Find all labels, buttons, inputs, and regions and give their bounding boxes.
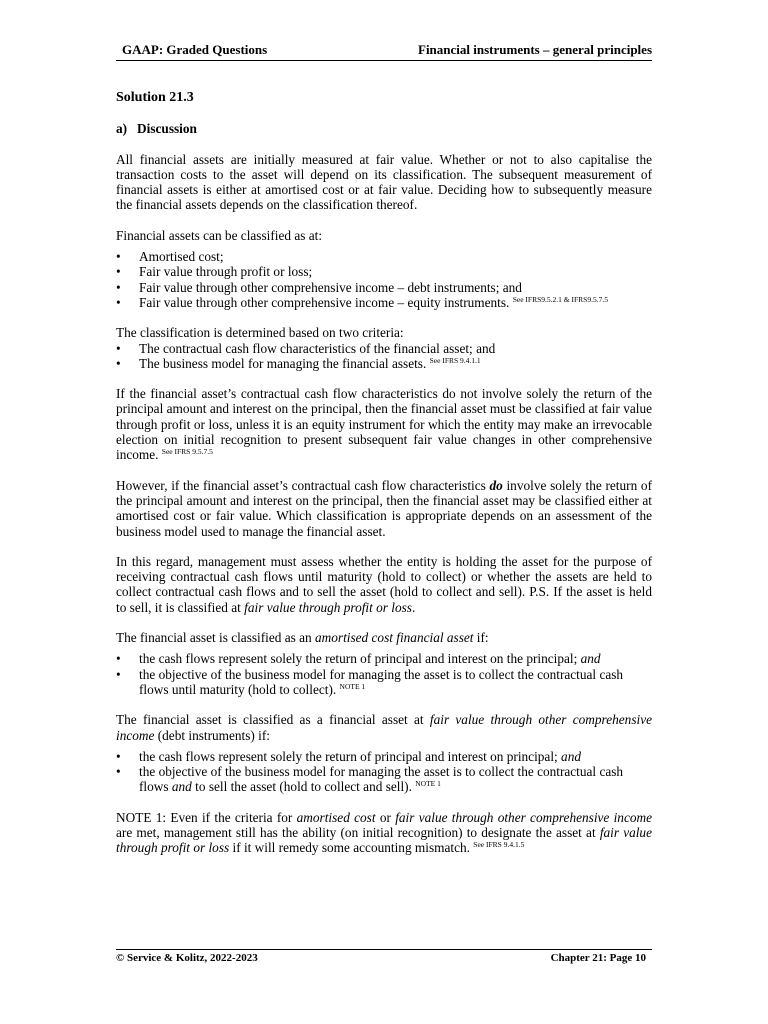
paragraph-fvtpl: If the financial asset’s contractual cash flow characteristics do not involve solely the return of the principal amount and interest on the principal, then the financial asset must be classified at fair value through profit or loss, unless it is an equity instrument for which the entity may make an irrevocable election on initial recognition to present subsequent fair value changes in other comprehensive income. $^{See IFRS 9.5.7.5}$ bbox=[116, 386, 652, 463]
reference-note: See IFRS 9.4.1.5 bbox=[473, 840, 525, 850]
footer-page-number: Chapter 21: Page 10 bbox=[550, 952, 646, 964]
list-item: • The business model for managing the financial assets. $^{See IFRS 9.4.1.1}$ bbox=[116, 355, 481, 371]
paragraph-criteria-intro: The classification is determined based on two criteria: bbox=[116, 325, 404, 341]
list-item: • Fair value through other comprehensive income – debt instruments; and bbox=[116, 279, 522, 295]
reference-note: See IFRS 9.4.1.1 bbox=[429, 355, 481, 365]
paragraph-note-1: NOTE 1: Even if the criteria for amortised cost or fair value through other comprehensive income are met, management still has the ability (on initial recognition) to designate the asset at fair value through profit or loss if it will remedy some accounting mismatch. $^{See IFRS 9.4.1.5}$ bbox=[116, 809, 653, 856]
paragraph-classification-intro: Financial assets can be classified as at: bbox=[116, 227, 323, 243]
fvoci-criteria-list bbox=[116, 749, 652, 795]
bullet-icon: • bbox=[116, 666, 121, 682]
list-item: • Fair value through profit or loss; bbox=[116, 264, 313, 280]
bullet-icon: • bbox=[116, 279, 121, 295]
list-item: • Fair value through other comprehensive income – equity instruments. $^{See IFRS9.5.2.1 \& IFRS9.5.7.5}$ bbox=[116, 294, 608, 310]
bullet-icon: • bbox=[116, 651, 121, 667]
page-content bbox=[116, 90, 652, 871]
paragraph-business-model: In this regard, management must assess whether the entity is holding the asset for the purpose of receiving contractual cash flows until maturity (hold to collect) or whether the assets are held to collect contractual cash flows and to sell the asset (hold to collect and sell). P.S. If the asset is held to sell, it is classified at fair value through profit or loss. bbox=[116, 553, 652, 615]
reference-note: See IFRS 9.5.7.5 bbox=[161, 447, 213, 457]
classification-list bbox=[116, 249, 652, 310]
section-heading: a) Discussion bbox=[116, 121, 197, 137]
reference-note: NOTE 1 bbox=[415, 779, 441, 789]
bullet-icon: • bbox=[116, 249, 121, 265]
criteria-list bbox=[116, 341, 652, 372]
bullet-icon: • bbox=[116, 340, 121, 356]
header-book-title: GAAP: Graded Questions bbox=[122, 42, 268, 57]
bullet-icon: • bbox=[116, 355, 121, 371]
bullet-icon: • bbox=[116, 764, 121, 780]
document-page bbox=[116, 0, 652, 1024]
list-item: • the objective of the business model for managing the asset is to collect the contractual cash flows and to sell the asset (hold to collect and sell). $^{NOTE 1}$ bbox=[116, 764, 624, 795]
list-item: • Amortised cost; bbox=[116, 249, 224, 265]
bullet-icon: • bbox=[116, 294, 121, 310]
list-item: • the cash flows represent solely the return of principal and interest on principal; and bbox=[116, 748, 581, 764]
reference-note: See IFRS9.5.2.1 & IFRS9.5.7.5 bbox=[512, 294, 608, 304]
page-header bbox=[116, 42, 652, 61]
solution-title: Solution 21.3 bbox=[116, 90, 194, 105]
list-item: • The contractual cash flow characteristics of the financial asset; and bbox=[116, 340, 496, 356]
paragraph-intro: All financial assets are initially measured at fair value. Whether or not to also capitalise the transaction costs to the asset will depend on its classification. The subsequent measurement of financial assets is either at amortised cost or at fair value. Deciding how to subsequently measure the financial assets depends on the classification thereof. bbox=[116, 151, 652, 213]
paragraph-fvoci: The financial asset is classified as a financial asset at fair value through other comprehensive income (debt instruments) if: bbox=[116, 712, 652, 743]
list-item: • the cash flows represent solely the return of principal and interest on the principal; and bbox=[116, 651, 601, 667]
footer-copyright: © Service & Kolitz, 2022-2023 bbox=[116, 952, 258, 964]
amortised-cost-criteria-list bbox=[116, 651, 652, 697]
page-footer bbox=[116, 949, 652, 964]
header-chapter-title: Financial instruments – general principles bbox=[418, 42, 652, 57]
paragraph-however: However, if the financial asset’s contractual cash flow characteristics do involve solely the return of the principal amount and interest on the principal, then the financial asset may be classified either at amortised cost or fair value. Which classification is appropriate depends on an assessment of the business model used to manage the financial asset. bbox=[116, 477, 652, 539]
list-item: • the objective of the business model for managing the asset is to collect the contractual cash flows until maturity (hold to collect). $^{NOTE 1}$ bbox=[116, 666, 624, 697]
paragraph-amortised-cost: The financial asset is classified as an amortised cost financial asset if: bbox=[116, 630, 489, 646]
reference-note: NOTE 1 bbox=[339, 681, 366, 691]
bullet-icon: • bbox=[116, 748, 121, 764]
bullet-icon: • bbox=[116, 264, 121, 280]
